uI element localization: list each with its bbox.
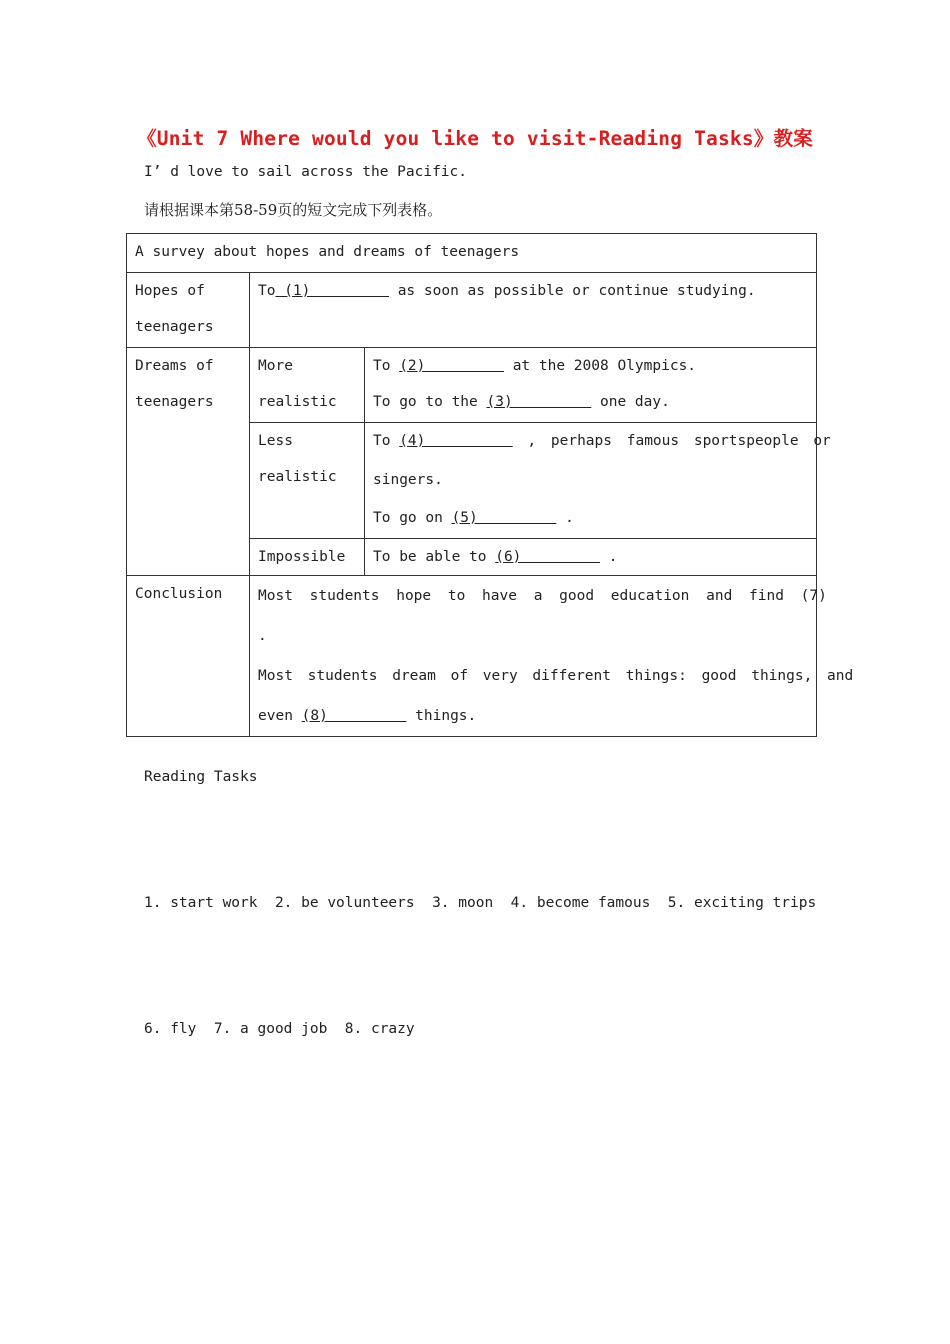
- table-row-hopes: [127, 273, 817, 348]
- item-2-prefix: To: [373, 358, 400, 374]
- conclusion-line-3: [258, 696, 808, 736]
- blank-5: (5): [451, 510, 557, 526]
- dream-item-3: [373, 384, 808, 420]
- instruction: 请根据课本第58-59页的短文完成下列表格。: [144, 201, 443, 219]
- hopes-label-cont: teenagers: [135, 319, 214, 335]
- conclusion-line-2: Most students dream of very different things: good things, and: [258, 668, 854, 684]
- hopes-suffix: as soon as possible or continue studying.: [388, 283, 756, 299]
- dream-item-5: [373, 501, 808, 535]
- table-row-heading: [127, 234, 817, 273]
- item-3-suffix: one day.: [591, 394, 670, 410]
- more-realistic-label: More: [258, 358, 293, 374]
- conclusion-line-1: Most students hope to have a good education and find (7): [258, 588, 827, 604]
- item-5-suffix: .: [556, 510, 574, 526]
- impossible-label: Impossible: [258, 549, 346, 565]
- hopes-prefix: To: [258, 283, 276, 299]
- table-row-conclusion: [127, 576, 817, 737]
- conclusion-label: Conclusion: [135, 586, 223, 602]
- item-6-suffix: .: [599, 549, 618, 565]
- answers-heading: Reading Tasks: [144, 769, 258, 785]
- less-realistic-label-cont: realistic: [258, 469, 337, 485]
- blank-8: (8): [301, 708, 407, 724]
- more-realistic-label-cont: realistic: [258, 394, 337, 410]
- dream-item-2: [373, 348, 808, 384]
- dream-item-4: [373, 423, 831, 459]
- answer-line-2: 6. fly 7. a good job 8. crazy: [144, 1021, 415, 1037]
- blank-3: (3): [486, 394, 592, 410]
- item-6-prefix: To be able to: [373, 549, 496, 565]
- dreams-label-cont: teenagers: [135, 394, 214, 410]
- hopes-label: Hopes of: [135, 283, 205, 299]
- answer-line-1: 1. start work 2. be volunteers 3. moon 4. become famous 5. exciting trips: [144, 895, 817, 911]
- conclusion-line-3-suffix: things.: [406, 708, 477, 724]
- blank-6: (6): [495, 549, 600, 565]
- item-2-suffix: at the 2008 Olympics.: [503, 358, 697, 374]
- blank-1: (1): [275, 283, 389, 299]
- survey-table: [126, 233, 854, 737]
- item-5-prefix: To go on: [373, 510, 452, 526]
- conclusion-line-1-end: .: [258, 628, 267, 644]
- less-realistic-label: Less: [258, 433, 293, 449]
- item-3-prefix: To go to the: [373, 394, 487, 410]
- item-4-prefix: To: [373, 433, 400, 449]
- page-title: 《Unit 7 Where would you like to visit-Reading Tasks》教案: [137, 127, 813, 150]
- table-heading: A survey about hopes and dreams of teenagers: [135, 244, 520, 260]
- subtitle: I’ d love to sail across the Pacific.: [144, 164, 468, 180]
- item-4-suffix: , perhaps famous sportspeople or: [512, 433, 831, 449]
- blank-4: (4): [399, 433, 513, 449]
- blank-2: (2): [399, 358, 504, 374]
- answer-list: [144, 798, 816, 1092]
- table-row-more-realistic: [127, 348, 817, 423]
- item-4-cont: singers.: [373, 472, 443, 488]
- conclusion-line-3-prefix: even: [258, 708, 302, 724]
- dreams-label: Dreams of: [135, 358, 214, 374]
